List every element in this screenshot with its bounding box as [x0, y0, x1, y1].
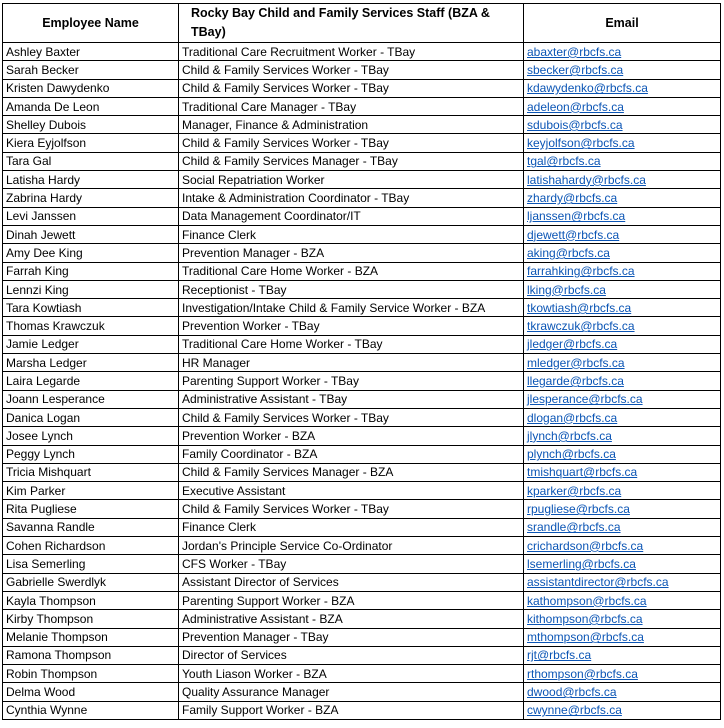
- email-cell: [524, 555, 721, 573]
- email-cell: [524, 482, 721, 500]
- table-row: [3, 299, 721, 317]
- email-link[interactable]: jlynch@rbcfs.ca: [527, 428, 612, 443]
- employee-name-cell: Josee Lynch: [3, 427, 179, 445]
- role-cell: CFS Worker - TBay: [179, 555, 524, 573]
- table-row: [3, 463, 721, 481]
- employee-name-cell: Delma Wood: [3, 683, 179, 701]
- table-row: [3, 97, 721, 115]
- table-row: [3, 390, 721, 408]
- role-cell: Director of Services: [179, 646, 524, 664]
- role-cell: Prevention Manager - TBay: [179, 628, 524, 646]
- email-link[interactable]: tgal@rbcfs.ca: [527, 154, 601, 169]
- role-cell: Youth Liason Worker - BZA: [179, 665, 524, 683]
- role-cell: Receptionist - TBay: [179, 280, 524, 298]
- email-link[interactable]: kathompson@rbcfs.ca: [527, 593, 647, 608]
- role-cell: Finance Clerk: [179, 225, 524, 243]
- role-cell: Parenting Support Worker - TBay: [179, 372, 524, 390]
- email-cell: [524, 280, 721, 298]
- role-cell: HR Manager: [179, 354, 524, 372]
- employee-name-cell: Peggy Lynch: [3, 445, 179, 463]
- role-cell: Prevention Worker - TBay: [179, 317, 524, 335]
- email-link[interactable]: rthompson@rbcfs.ca: [527, 666, 638, 681]
- email-cell: [524, 610, 721, 628]
- employee-name-cell: Joann Lesperance: [3, 390, 179, 408]
- role-cell: Traditional Care Recruitment Worker - TBay: [179, 43, 524, 61]
- email-link[interactable]: mthompson@rbcfs.ca: [527, 630, 644, 645]
- email-cell: [524, 299, 721, 317]
- employee-name-cell: Gabrielle Swerdlyk: [3, 573, 179, 591]
- employee-name-cell: Ashley Baxter: [3, 43, 179, 61]
- email-link[interactable]: latishahardy@rbcfs.ca: [527, 172, 646, 187]
- employee-name-cell: Kim Parker: [3, 482, 179, 500]
- employee-name-cell: Kayla Thompson: [3, 591, 179, 609]
- employee-name-cell: Cohen Richardson: [3, 537, 179, 555]
- table-row: [3, 537, 721, 555]
- email-link[interactable]: mledger@rbcfs.ca: [527, 355, 625, 370]
- role-cell: Traditional Care Home Worker - BZA: [179, 262, 524, 280]
- role-cell: Family Support Worker - BZA: [179, 701, 524, 719]
- email-cell: [524, 372, 721, 390]
- role-cell: Child & Family Services Worker - TBay: [179, 79, 524, 97]
- email-link[interactable]: plynch@rbcfs.ca: [527, 447, 616, 462]
- table-row: [3, 591, 721, 609]
- email-link[interactable]: lsemerling@rbcfs.ca: [527, 556, 636, 571]
- table-row: [3, 646, 721, 664]
- table-row: [3, 244, 721, 262]
- column-header-employee-name: Employee Name: [3, 4, 179, 43]
- employee-name-cell: Rita Pugliese: [3, 500, 179, 518]
- employee-name-cell: Dinah Jewett: [3, 225, 179, 243]
- role-cell: Child & Family Services Manager - TBay: [179, 152, 524, 170]
- table-row: [3, 555, 721, 573]
- email-link[interactable]: kparker@rbcfs.ca: [527, 483, 622, 498]
- email-cell: [524, 225, 721, 243]
- role-cell: Executive Assistant: [179, 482, 524, 500]
- email-link[interactable]: kdawydenko@rbcfs.ca: [527, 81, 648, 96]
- email-cell: [524, 244, 721, 262]
- email-link[interactable]: dwood@rbcfs.ca: [527, 685, 617, 700]
- email-link[interactable]: zhardy@rbcfs.ca: [527, 191, 618, 206]
- email-link[interactable]: dlogan@rbcfs.ca: [527, 410, 618, 425]
- employee-name-cell: Laira Legarde: [3, 372, 179, 390]
- email-cell: [524, 335, 721, 353]
- table-row: [3, 372, 721, 390]
- table-row: [3, 427, 721, 445]
- employee-name-cell: Robin Thompson: [3, 665, 179, 683]
- table-row: [3, 280, 721, 298]
- employee-name-cell: Cynthia Wynne: [3, 701, 179, 719]
- table-row: [3, 445, 721, 463]
- employee-name-cell: Tricia Mishquart: [3, 463, 179, 481]
- email-cell: [524, 97, 721, 115]
- email-cell: [524, 116, 721, 134]
- role-cell: Data Management Coordinator/IT: [179, 207, 524, 225]
- email-cell: [524, 683, 721, 701]
- staff-directory-table: [2, 3, 721, 720]
- table-row: [3, 152, 721, 170]
- column-header-email: Email: [524, 4, 721, 43]
- employee-name-cell: Melanie Thompson: [3, 628, 179, 646]
- table-row: [3, 225, 721, 243]
- table-row: [3, 134, 721, 152]
- role-cell: Social Repatriation Worker: [179, 171, 524, 189]
- employee-name-cell: Thomas Krawczuk: [3, 317, 179, 335]
- employee-name-cell: Levi Janssen: [3, 207, 179, 225]
- email-cell: [524, 61, 721, 79]
- email-cell: [524, 573, 721, 591]
- table-row: [3, 573, 721, 591]
- email-link[interactable]: sbecker@rbcfs.ca: [527, 62, 624, 77]
- table-row: [3, 482, 721, 500]
- table-row: [3, 610, 721, 628]
- email-link[interactable]: aking@rbcfs.ca: [527, 245, 610, 260]
- email-link[interactable]: assistantdirector@rbcfs.ca: [527, 575, 669, 590]
- table-row: [3, 262, 721, 280]
- role-cell: Manager, Finance & Administration: [179, 116, 524, 134]
- email-link[interactable]: djewett@rbcfs.ca: [527, 227, 620, 242]
- table-row: [3, 701, 721, 719]
- email-link[interactable]: lking@rbcfs.ca: [527, 282, 606, 297]
- table-row: [3, 408, 721, 426]
- email-link[interactable]: keyjolfson@rbcfs.ca: [527, 136, 635, 151]
- email-link[interactable]: tmishquart@rbcfs.ca: [527, 465, 638, 480]
- role-cell: Child & Family Services Worker - TBay: [179, 500, 524, 518]
- employee-name-cell: Lennzi King: [3, 280, 179, 298]
- email-link[interactable]: farrahking@rbcfs.ca: [527, 264, 635, 279]
- role-cell: Intake & Administration Coordinator - TBay: [179, 189, 524, 207]
- table-row: [3, 665, 721, 683]
- email-cell: [524, 43, 721, 61]
- email-cell: [524, 665, 721, 683]
- email-link[interactable]: sdubois@rbcfs.ca: [527, 117, 623, 132]
- table-row: [3, 79, 721, 97]
- role-cell: Investigation/Intake Child & Family Service Worker - BZA: [179, 299, 524, 317]
- table-row: [3, 500, 721, 518]
- email-cell: [524, 701, 721, 719]
- email-cell: [524, 591, 721, 609]
- email-cell: [524, 262, 721, 280]
- table-row: [3, 189, 721, 207]
- staff-rows: [3, 43, 721, 720]
- email-link[interactable]: ljanssen@rbcfs.ca: [527, 209, 626, 224]
- email-link[interactable]: crichardson@rbcfs.ca: [527, 538, 644, 553]
- role-cell: Traditional Care Manager - TBay: [179, 97, 524, 115]
- email-link[interactable]: kithompson@rbcfs.ca: [527, 611, 643, 626]
- employee-name-cell: Jamie Ledger: [3, 335, 179, 353]
- email-cell: [524, 518, 721, 536]
- email-cell: [524, 390, 721, 408]
- email-link[interactable]: rjt@rbcfs.ca: [527, 648, 592, 663]
- header-row: [3, 4, 721, 43]
- email-link[interactable]: llegarde@rbcfs.ca: [527, 373, 624, 388]
- table-row: [3, 683, 721, 701]
- employee-name-cell: Marsha Ledger: [3, 354, 179, 372]
- employee-name-cell: Zabrina Hardy: [3, 189, 179, 207]
- email-link[interactable]: tkowtiash@rbcfs.ca: [527, 300, 632, 315]
- email-cell: [524, 628, 721, 646]
- table-row: [3, 518, 721, 536]
- employee-name-cell: Lisa Semerling: [3, 555, 179, 573]
- table-row: [3, 116, 721, 134]
- role-cell: Jordan's Principle Service Co-Ordinator: [179, 537, 524, 555]
- email-cell: [524, 427, 721, 445]
- table-row: [3, 335, 721, 353]
- email-cell: [524, 408, 721, 426]
- employee-name-cell: Kiera Eyjolfson: [3, 134, 179, 152]
- email-cell: [524, 354, 721, 372]
- email-link[interactable]: srandle@rbcfs.ca: [527, 520, 621, 535]
- email-link[interactable]: jledger@rbcfs.ca: [527, 337, 618, 352]
- table-row: [3, 171, 721, 189]
- email-link[interactable]: abaxter@rbcfs.ca: [527, 44, 622, 59]
- email-cell: [524, 152, 721, 170]
- column-header-role: [179, 4, 524, 43]
- table-row: [3, 43, 721, 61]
- email-cell: [524, 445, 721, 463]
- email-cell: [524, 317, 721, 335]
- employee-name-cell: Kristen Dawydenko: [3, 79, 179, 97]
- email-cell: [524, 134, 721, 152]
- role-cell: Child & Family Services Worker - TBay: [179, 61, 524, 79]
- email-cell: [524, 171, 721, 189]
- role-cell: Finance Clerk: [179, 518, 524, 536]
- role-cell: Child & Family Services Worker - TBay: [179, 134, 524, 152]
- employee-name-cell: Sarah Becker: [3, 61, 179, 79]
- column-header-role-text: Rocky Bay Child and Family Services Staff (BZA & TBay): [191, 6, 490, 39]
- email-cell: [524, 207, 721, 225]
- employee-name-cell: Amanda De Leon: [3, 97, 179, 115]
- employee-name-cell: Latisha Hardy: [3, 171, 179, 189]
- employee-name-cell: Tara Kowtiash: [3, 299, 179, 317]
- employee-name-cell: Amy Dee King: [3, 244, 179, 262]
- employee-name-cell: Ramona Thompson: [3, 646, 179, 664]
- role-cell: Prevention Manager - BZA: [179, 244, 524, 262]
- email-link[interactable]: tkrawczuk@rbcfs.ca: [527, 319, 635, 334]
- employee-name-cell: Danica Logan: [3, 408, 179, 426]
- email-cell: [524, 463, 721, 481]
- role-cell: Child & Family Services Worker - TBay: [179, 408, 524, 426]
- role-cell: Traditional Care Home Worker - TBay: [179, 335, 524, 353]
- role-cell: Prevention Worker - BZA: [179, 427, 524, 445]
- role-cell: Administrative Assistant - TBay: [179, 390, 524, 408]
- email-cell: [524, 646, 721, 664]
- employee-name-cell: Tara Gal: [3, 152, 179, 170]
- table-row: [3, 317, 721, 335]
- role-cell: Assistant Director of Services: [179, 573, 524, 591]
- email-cell: [524, 500, 721, 518]
- email-link[interactable]: rpugliese@rbcfs.ca: [527, 502, 630, 517]
- role-cell: Child & Family Services Manager - BZA: [179, 463, 524, 481]
- role-cell: Family Coordinator - BZA: [179, 445, 524, 463]
- employee-name-cell: Kirby Thompson: [3, 610, 179, 628]
- email-cell: [524, 79, 721, 97]
- email-link[interactable]: jlesperance@rbcfs.ca: [527, 392, 643, 407]
- table-row: [3, 628, 721, 646]
- employee-name-cell: Farrah King: [3, 262, 179, 280]
- table-row: [3, 61, 721, 79]
- email-link[interactable]: cwynne@rbcfs.ca: [527, 703, 622, 718]
- employee-name-cell: Savanna Randle: [3, 518, 179, 536]
- email-cell: [524, 537, 721, 555]
- email-link[interactable]: adeleon@rbcfs.ca: [527, 99, 624, 114]
- role-cell: Quality Assurance Manager: [179, 683, 524, 701]
- email-cell: [524, 189, 721, 207]
- role-cell: Administrative Assistant - BZA: [179, 610, 524, 628]
- table-row: [3, 207, 721, 225]
- employee-name-cell: Shelley Dubois: [3, 116, 179, 134]
- table-row: [3, 354, 721, 372]
- role-cell: Parenting Support Worker - BZA: [179, 591, 524, 609]
